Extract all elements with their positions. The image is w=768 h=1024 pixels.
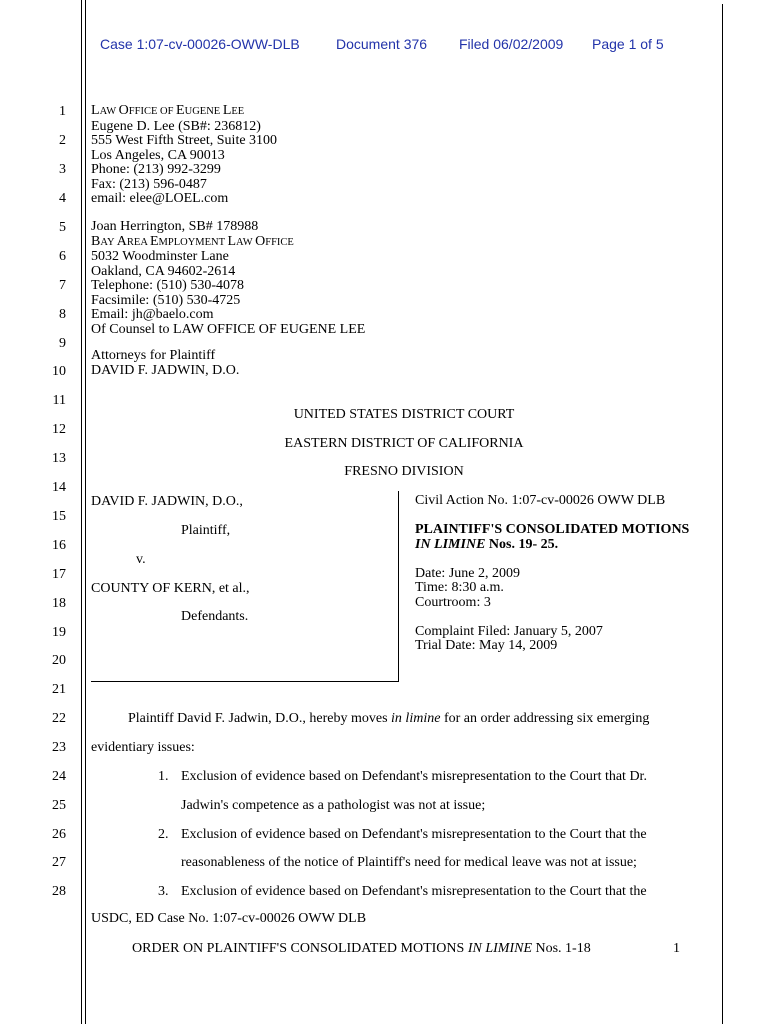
line-number: 28 — [52, 884, 66, 899]
header-page-count: Page 1 of 5 — [592, 36, 664, 52]
line-number: 11 — [52, 393, 66, 408]
line-number: 13 — [52, 451, 66, 466]
counsel-block-secondary — [91, 220, 365, 337]
city-state-zip: Los Angeles, CA 90013 — [91, 147, 225, 163]
line-number: 12 — [52, 422, 66, 437]
of-counsel-note: Of Counsel to LAW OFFICE OF EUGENE LEE — [91, 321, 366, 337]
line-number: 1 — [59, 104, 66, 119]
line-number: 9 — [59, 336, 66, 351]
hearing-date: Date: June 2, 2009 — [415, 565, 520, 581]
city-state-zip: Oakland, CA 94602-2614 — [91, 263, 236, 279]
line-number: 19 — [52, 625, 66, 640]
line-number: 8 — [59, 307, 66, 322]
attorneys-for-label: Attorneys for Plaintiff — [91, 348, 216, 363]
footer-title: ORDER ON PLAINTIFF'S CONSOLIDATED MOTIONS IN LIMINE Nos. 1-18 — [132, 941, 591, 956]
courtroom: Courtroom: 3 — [415, 594, 491, 610]
email: Email: jh@baelo.com — [91, 307, 214, 322]
counsel-block-primary — [91, 104, 277, 207]
line-number: 17 — [52, 567, 66, 582]
hearing-time: Time: 8:30 a.m. — [415, 580, 504, 595]
civil-action-number: Civil Action No. 1:07-cv-00026 OWW DLB — [415, 493, 666, 508]
line-number: 14 — [52, 480, 66, 495]
list-item-cont: reasonableness of the notice of Plaintiff's need for medical leave was not at issue; — [181, 855, 637, 870]
versus: v. — [136, 552, 146, 567]
footer-case-ref: USDC, ED Case No. 1:07-cv-00026 OWW DLB — [91, 911, 367, 926]
firm-name: BAY AREA EMPLOYMENT LAW OFFICE — [91, 233, 294, 249]
telephone: Telephone: (510) 530-4078 — [91, 278, 244, 293]
plaintiff-role: Plaintiff, — [181, 523, 231, 538]
fax: Fax: (213) 596-0487 — [91, 176, 207, 192]
left-margin-rule-outer — [81, 0, 82, 1024]
phone: Phone: (213) 992-3299 — [91, 162, 221, 177]
list-item: Exclusion of evidence based on Defendant's misrepresentation to the Court that the — [181, 827, 647, 842]
email: email: elee@LOEL.com — [91, 191, 229, 206]
firm-name: LAW OFFICE OF EUGENE LEE — [91, 103, 245, 118]
plaintiff-name: DAVID F. JADWIN, D.O., — [91, 494, 243, 509]
intro-paragraph-cont: evidentiary issues: — [91, 740, 195, 755]
attorneys-for-client: DAVID F. JADWIN, D.O. — [91, 362, 240, 378]
line-number: 4 — [59, 191, 66, 206]
line-number: 18 — [52, 596, 66, 611]
list-item-number: 3. — [158, 884, 169, 899]
list-item: Exclusion of evidence based on Defendant's misrepresentation to the Court that Dr. — [181, 769, 647, 784]
defendant-role: Defendants. — [181, 609, 249, 624]
trial-date: Trial Date: May 14, 2009 — [415, 638, 558, 653]
line-number: 22 — [52, 711, 66, 726]
street-address: 555 West Fifth Street, Suite 3100 — [91, 133, 278, 148]
line-number: 6 — [59, 249, 66, 264]
line-number: 27 — [52, 855, 66, 870]
defendant-name: COUNTY OF KERN, et al., — [91, 581, 250, 596]
line-number: 2 — [59, 133, 66, 148]
list-item-number: 1. — [158, 769, 169, 784]
intro-paragraph: Plaintiff David F. Jadwin, D.O., hereby moves in limine for an order addressing six emerging — [128, 711, 650, 726]
line-number: 5 — [59, 220, 66, 235]
court-district: EASTERN DISTRICT OF CALIFORNIA — [284, 436, 524, 451]
line-number: 20 — [52, 653, 66, 668]
header-filed-date: Filed 06/02/2009 — [459, 36, 564, 52]
motion-title-cont: IN LIMINE Nos. 19- 25. — [415, 536, 559, 552]
attorney-name: Eugene D. Lee (SB#: 236812) — [91, 118, 261, 134]
list-item-number: 2. — [158, 827, 169, 842]
line-number: 24 — [52, 769, 66, 784]
header-document-number: Document 376 — [336, 36, 428, 52]
line-number: 7 — [59, 278, 66, 293]
facsimile: Facsimile: (510) 530-4725 — [91, 292, 241, 308]
line-number: 10 — [52, 364, 66, 379]
right-margin-rule — [722, 4, 723, 1024]
line-number: 15 — [52, 509, 66, 524]
caption-divider-horizontal — [91, 681, 399, 682]
line-number: 3 — [59, 162, 66, 177]
line-number: 25 — [52, 798, 66, 813]
motion-title: PLAINTIFF'S CONSOLIDATED MOTIONS — [415, 522, 690, 537]
caption-divider-vertical — [398, 491, 399, 682]
court-division: FRESNO DIVISION — [344, 464, 464, 479]
line-number: 21 — [52, 682, 66, 697]
street-address: 5032 Woodminster Lane — [91, 249, 229, 264]
header-case-number: Case 1:07-cv-00026-OWW-DLB — [100, 36, 300, 52]
complaint-filed: Complaint Filed: January 5, 2007 — [415, 623, 603, 639]
line-number: 16 — [52, 538, 66, 553]
court-name: UNITED STATES DISTRICT COURT — [293, 407, 515, 422]
attorneys-for-block — [91, 349, 239, 378]
left-margin-rule-inner — [85, 0, 86, 1024]
list-item-cont: Jadwin's competence as a pathologist was not at issue; — [181, 798, 486, 813]
line-number: 23 — [52, 740, 66, 755]
footer-page-number: 1 — [673, 941, 680, 956]
attorney-name: Joan Herrington, SB# 178988 — [91, 219, 259, 234]
list-item: Exclusion of evidence based on Defendant's misrepresentation to the Court that the — [181, 884, 647, 899]
line-number: 26 — [52, 827, 66, 842]
caption-details — [415, 494, 689, 654]
